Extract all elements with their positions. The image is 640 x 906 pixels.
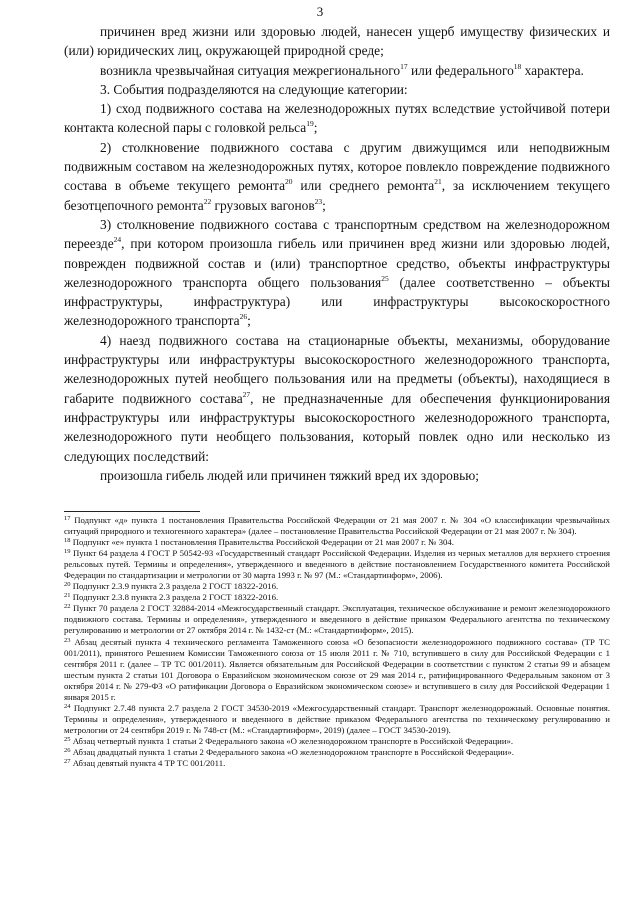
footnote-reference: 23 (314, 196, 323, 206)
footnote-reference: 18 (513, 61, 522, 71)
body-paragraph (64, 215, 610, 331)
paragraph-text: ; (313, 120, 318, 136)
paragraph-text: возникла чрезвычайная ситуация межрегионального (100, 62, 401, 78)
footnote-number: 23 (64, 636, 71, 644)
footnote-text: Подпункт 2.3.8 пункта 2.3 раздела 2 ГОСТ 18322-2016. (70, 592, 279, 603)
footnote-reference: 27 (242, 389, 251, 399)
footnote (64, 592, 610, 603)
paragraph-text: (далее соответственно – объекты инфраструктуры, инфраструктура) или инфраструктуры высокоскоростного железнодорожного транспорта (64, 274, 610, 329)
footnote (64, 548, 610, 581)
footnote-number: 25 (64, 735, 71, 743)
paragraph-text: 2) столкновение подвижного состава с другим движущимся или неподвижным подвижным составом на железнодорожных путях, которое повлекло повреждение подвижного состава в объеме текущего ремонта (64, 139, 610, 194)
page-number: 3 (316, 4, 324, 19)
body-paragraph (64, 22, 610, 61)
paragraph-text: или среднего ремонта (292, 178, 435, 194)
paragraph-text: ; (322, 197, 326, 213)
footnote-number: 20 (64, 581, 71, 589)
footnote (64, 703, 610, 736)
paragraph-text: , при котором произошла гибель или причинен вред жизни или здоровью людей, поврежден подвижной состав и (или) транспортное средство, объекты инфраструктуры железнодорожного транспорта общего пользования (64, 236, 610, 290)
footnote (64, 537, 610, 548)
footnote-number: 24 (64, 702, 71, 710)
footnote-number: 27 (64, 758, 71, 766)
footnote-separator (64, 511, 200, 512)
footnote-number: 21 (64, 592, 71, 600)
footnote-text: Подпункт 2.7.48 пункта 2.7 раздела 2 ГОСТ 34530-2019 «Межгосударственный стандарт. Транспорт железнодорожный. Основные понятия. Термины и определения», утвержденного и введенного в действие приказом Федерального агентства по техническому регулированию и метрологии от 24 сентября 2019 г. № 748-ст (М.: «Стандартинформ», 2019) (далее – ГОСТ 34530-2019). (64, 702, 610, 735)
footnote-text: Абзац четвертый пункта 1 статьи 2 Федерального закона «О железнодорожном транспорте в Российской Федерации». (70, 735, 514, 746)
footnotes (64, 515, 610, 769)
body-paragraph (64, 138, 610, 215)
footnote-text: Пункт 64 раздела 4 ГОСТ Р 50542-93 «Государственный стандарт Российской Федерации. Изделия из черных металлов для верхнего строения рельсовых путей. Термины и определения», утвержденного и введенного в действие постановлением Государственного комитета Российской Федерации по стандартизации и метрологии от 30 марта 1993 г. № 97 (М.: «Стандартинформ», 2006). (64, 548, 610, 581)
footnote-number: 19 (64, 548, 71, 556)
footnote (64, 747, 610, 758)
footnote (64, 603, 610, 636)
body-paragraph (64, 99, 610, 138)
footnote-reference: 21 (434, 177, 442, 187)
paragraph-text: 3. События подразделяются на следующие категории: (100, 81, 408, 97)
paragraph-text: причинен вред жизни или здоровью людей, нанесен ущерб имуществу физических и (или) юридических лиц, окружающей природной среде; (64, 24, 610, 59)
footnote-text: Подпункт 2.3.9 пункта 2.3 раздела 2 ГОСТ 18322-2016. (70, 581, 279, 592)
paragraph-text: произошла гибель людей или причинен тяжкий вред их здоровью; (100, 467, 480, 483)
paragraph-text: , за исключением текущего безотцепочного ремонта (64, 178, 610, 213)
footnote-reference: 25 (381, 273, 389, 283)
footnote-text: Подпункт «е» пункта 1 постановления Правительства Российской Федерации от 21 мая 2007 г. № 304. (70, 537, 454, 548)
footnote (64, 637, 610, 703)
footnote-reference: 19 (306, 119, 314, 129)
body-paragraph (64, 80, 610, 99)
footnote-number: 26 (64, 746, 71, 754)
footnote-text: Абзац девятый пункта 4 ТР ТС 001/2011. (70, 758, 226, 769)
footnote-reference: 26 (239, 312, 248, 322)
paragraph-text: грузовых вагонов (211, 197, 315, 213)
footnote (64, 758, 610, 769)
footnote-number: 17 (64, 515, 71, 522)
footnote-text: Пункт 70 раздела 2 ГОСТ 32884-2014 «Межгосударственный стандарт. Эксплуатация, техническое обслуживание и ремонт железнодорожного подвижного состава. Термины и определения», утвержденного и введенного в действие приказом Федерального агентства по техническому регулированию и метрологии от 27 октября 2014 г. № 1432-ст (М.: «Стандартинформ», 2015). (64, 603, 610, 636)
paragraph-text: 1) сход подвижного состава на железнодорожных путях вследствие устойчивой потери контакта колесной пары с головкой рельса (64, 101, 610, 136)
footnote-number: 22 (64, 603, 71, 611)
footnote-text: Абзац двадцатый пункта 1 статьи 2 Федерального закона «О железнодорожном транспорте в Российской Федерации». (70, 746, 514, 757)
footnote (64, 581, 610, 592)
body-paragraph (64, 61, 610, 80)
footnote-text: Подпункт «д» пункта 1 постановления Правительства Российской Федерации от 21 мая 2007 г. № 304 «О классификации чрезвычайных ситуаций природного и техногенного характера» (далее – постановление Правительства Российской Федерации от 21 мая 2007 г. № 304). (64, 515, 610, 537)
paragraph-text: или федерального (407, 62, 514, 78)
footnote (64, 736, 610, 747)
footnote-reference: 20 (285, 177, 293, 187)
footnote-reference: 24 (113, 235, 122, 245)
footnote-text: Абзац десятый пункта 4 технического регламента Таможенного союза «О безопасности железнодорожного подвижного состава» (ТР ТС 001/2011), принятого Решением Комиссии Таможенного союза от 15 июля 2011 г. № 710, вступившего в силу для Российской Федерации с 1 сентября 2011 г. (далее – ТР ТС 001/2011). Является обязательным для Российской Федерации в соответствии с пунктом 2 статьи 99 и абзацем шестым пункта 2 статьи 101 Договора о Евразийском экономическом союзе от 29 мая 2014 г., ратифицированного Федеральным законом от 3 октября 2014 г. № 279-ФЗ «О ратификации Договора о Евразийском экономическом союзе» и вступившего в силу для Российской Федерации 1 января 2015 г. (64, 636, 610, 702)
paragraph-text: 3) столкновение подвижного состава с транспортным средством на железнодорожном переезде (64, 216, 610, 252)
body-paragraph (64, 331, 610, 466)
footnote (64, 515, 610, 537)
paragraph-text: характера. (521, 62, 584, 78)
paragraph-text: 4) наезд подвижного состава на стационарные объекты, механизмы, оборудование инфраструктуры или инфраструктуры высокоскоростного железнодорожного транспорта, железнодорожных путей необщего пользования или на предметы (объекты), находящиеся в габарите подвижного состава (64, 332, 610, 406)
paragraph-text: ; (247, 313, 251, 329)
paragraph-text: , не предназначенные для обеспечения функционирования инфраструктуры или инфраструктуры высокоскоростного железнодорожного транспорта, железнодорожного пути необщего пользования, который повлек одно или несколько из следующих последствий: (64, 390, 610, 464)
footnote-reference: 17 (400, 61, 408, 71)
footnote-reference: 22 (203, 196, 212, 206)
footnote-number: 18 (64, 537, 71, 545)
body-paragraph (64, 466, 610, 485)
document-body (64, 22, 610, 485)
